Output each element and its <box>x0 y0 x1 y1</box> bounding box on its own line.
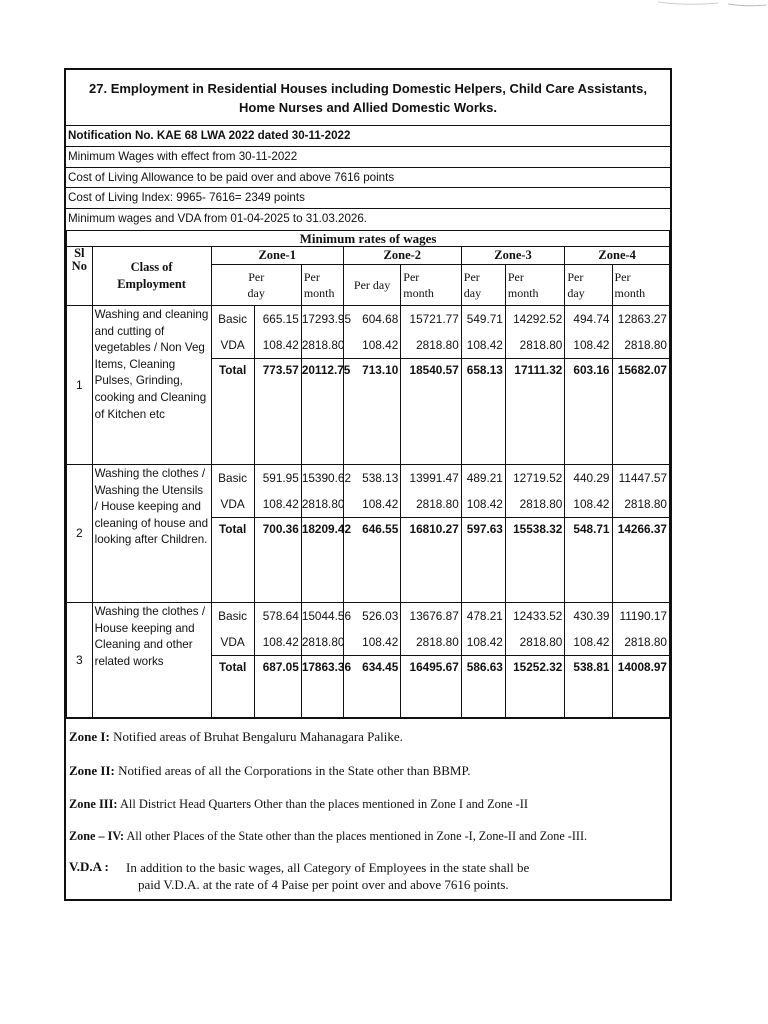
validity-period: Minimum wages and VDA from 01-04-2025 to 31.03.2026. <box>68 212 368 226</box>
basic-value: 12433.52 <box>513 608 563 623</box>
scan-smudge <box>648 0 768 12</box>
total-value: 700.36 <box>255 517 301 540</box>
wage-notification-document <box>64 68 672 901</box>
total-value: 603.16 <box>565 358 611 381</box>
basic-value: 14292.52 <box>513 311 563 326</box>
total-value: 548.71 <box>565 517 611 540</box>
vda-value: 108.42 <box>262 496 299 511</box>
basic-value: 12863.27 <box>617 311 667 326</box>
vda-value: 108.42 <box>362 496 399 511</box>
vda-label: V.D.A : <box>69 858 109 874</box>
table-row <box>67 464 670 602</box>
basic-value: 591.95 <box>262 470 299 485</box>
total-value: 20112.75 <box>302 358 343 381</box>
basic-value: 526.03 <box>362 608 399 623</box>
total-value: 586.63 <box>462 655 505 678</box>
notification-number: Notification No. KAE 68 LWA 2022 dated 30-11-2022 <box>66 126 670 147</box>
serial-number: 3 <box>67 602 93 717</box>
zone-4-header: Zone-4 <box>565 246 670 264</box>
basic-value: 13676.87 <box>409 608 459 623</box>
basic-value: 538.13 <box>362 470 399 485</box>
vda-line-2: paid V.D.A. at the rate of 4 Paise per point over and above 7616 points. <box>138 876 509 892</box>
basic-value: 15044.56 <box>301 608 352 623</box>
vda-value: 108.42 <box>573 496 610 511</box>
zone-4-per-month-header: Per month <box>612 264 670 305</box>
total-value: 16495.67 <box>401 655 461 678</box>
basic-value: 489.21 <box>466 470 503 485</box>
zone-1-label: Zone I: <box>69 728 110 744</box>
vda-label: VDA <box>220 337 245 352</box>
vda-value: 2818.80 <box>301 337 345 352</box>
total-label: Total <box>212 358 254 381</box>
basic-value: 430.39 <box>573 608 610 623</box>
title-line-1: 27. Employment in Residential Houses including Domestic Helpers, Child Care Assistants, <box>89 80 647 96</box>
total-label: Total <box>212 517 254 540</box>
basic-value: 12719.52 <box>513 470 563 485</box>
vda-label: VDA <box>220 496 245 511</box>
basic-value: 478.21 <box>466 608 503 623</box>
serial-number: 1 <box>67 305 93 464</box>
effective-date: Minimum Wages with effect from 30-11-2022 <box>66 147 670 168</box>
zone-3-definition <box>69 797 528 812</box>
serial-number-header: Sl No <box>67 246 93 305</box>
notification-details <box>66 126 670 231</box>
basic-value: 17293.95 <box>301 311 352 326</box>
vda-value: 2818.80 <box>416 337 459 352</box>
vda-value: 108.42 <box>362 634 399 649</box>
basic-value: 549.71 <box>466 311 503 326</box>
employment-class: Washing the clothes / House keeping and Cleaning and other related works <box>92 602 211 717</box>
basic-value: 578.64 <box>262 608 299 623</box>
employment-class: Washing the clothes / Washing the Utensils / House keeping and cleaning of house and looking after Children. <box>92 464 211 602</box>
basic-value: 604.68 <box>362 311 399 326</box>
total-value: 18209.42 <box>302 517 343 540</box>
zone-4-text: All other Places of the State other than the places mentioned in Zone -I, Zone-II and Zone -III. <box>126 828 588 843</box>
zone-4-label: Zone – IV: <box>69 828 125 843</box>
total-label: Total <box>212 655 254 678</box>
vda-value: 108.42 <box>362 337 399 352</box>
vda-value: 2818.80 <box>519 496 563 511</box>
table-row <box>67 305 670 464</box>
vda-value: 2818.80 <box>624 496 667 511</box>
vda-value: 108.42 <box>573 337 610 352</box>
vda-value: 108.42 <box>466 496 503 511</box>
total-value: 597.63 <box>462 517 505 540</box>
vda-description <box>126 859 529 893</box>
vda-value: 108.42 <box>573 634 610 649</box>
employment-class: Washing and cleaning and cutting of vegetables / Non Veg Items, Cleaning Pulses, Grinding, cooking and Cleaning of Kitchen etc <box>92 305 211 464</box>
vda-value: 108.42 <box>262 634 299 649</box>
total-value: 14266.37 <box>613 517 670 540</box>
zone-2-per-month-header: Per month <box>401 264 462 305</box>
zone-1-header: Zone-1 <box>211 246 343 264</box>
basic-label: Basic <box>218 470 248 485</box>
vda-value: 2818.80 <box>519 337 563 352</box>
vda-label: VDA <box>220 634 245 649</box>
basic-label: Basic <box>218 608 248 623</box>
zone-4-per-day-header: Per day <box>565 264 612 305</box>
basic-value: 11190.17 <box>619 608 667 623</box>
total-value: 538.81 <box>565 655 611 678</box>
vda-value: 108.42 <box>262 337 299 352</box>
vda-value: 2818.80 <box>301 634 345 649</box>
total-value: 773.57 <box>255 358 301 381</box>
vda-value: 2818.80 <box>416 496 459 511</box>
basic-value: 665.15 <box>262 311 299 326</box>
vda-value: 2818.80 <box>519 634 563 649</box>
cost-of-living-index: Cost of Living Index: 9965- 7616= 2349 points <box>66 188 670 209</box>
table-row <box>67 602 670 717</box>
zone-3-label: Zone III: <box>69 796 118 811</box>
zone-3-text: All District Head Quarters Other than the places mentioned in Zone I and Zone -II <box>119 796 529 811</box>
zone-3-per-month-header: Per month <box>505 264 564 305</box>
document-title <box>66 70 670 126</box>
total-value: 658.13 <box>462 358 505 381</box>
minimum-wages-table <box>66 231 670 718</box>
serial-number: 2 <box>67 464 93 602</box>
zone-1-definition <box>69 729 403 745</box>
zone-3-per-day-header: Per day <box>461 264 505 305</box>
total-value: 646.55 <box>344 517 400 540</box>
zone-2-text: Notified areas of all the Corporations in the State other than BBMP. <box>118 762 471 778</box>
vda-value: 2818.80 <box>624 634 667 649</box>
zone-4-definition <box>69 829 587 844</box>
vda-line-1: In addition to the basic wages, all Category of Employees in the state shall be <box>126 859 530 875</box>
basic-label: Basic <box>218 311 248 326</box>
total-value: 18540.57 <box>401 358 461 381</box>
zone-1-text: Notified areas of Bruhat Bengaluru Mahanagara Palike. <box>113 728 403 744</box>
vda-value: 2818.80 <box>624 337 667 352</box>
total-value: 14008.97 <box>613 655 670 678</box>
total-value: 687.05 <box>255 655 301 678</box>
basic-value: 11447.57 <box>618 470 667 485</box>
total-value: 15252.32 <box>506 655 564 678</box>
vda-value: 2818.80 <box>416 634 459 649</box>
basic-value: 494.74 <box>573 311 610 326</box>
total-value: 17111.32 <box>506 358 564 381</box>
total-value: 16810.27 <box>401 517 461 540</box>
zone-definitions <box>66 718 670 900</box>
class-of-employment-header: Class of Employment <box>92 246 211 305</box>
total-value: 713.10 <box>344 358 400 381</box>
vda-value: 108.42 <box>466 337 503 352</box>
title-line-2: Home Nurses and Allied Domestic Works. <box>239 99 497 115</box>
zone-2-header: Zone-2 <box>343 246 461 264</box>
total-value: 634.45 <box>344 655 400 678</box>
table-caption: Minimum rates of wages <box>67 231 670 247</box>
total-value: 17863.36 <box>302 655 343 678</box>
vda-value: 108.42 <box>466 634 503 649</box>
zone-2-per-day-header: Per day <box>343 264 400 305</box>
zone-3-header: Zone-3 <box>461 246 565 264</box>
basic-value: 13991.47 <box>409 470 459 485</box>
total-value: 15538.32 <box>506 517 564 540</box>
basic-value: 440.29 <box>573 470 610 485</box>
basic-value: 15721.77 <box>409 311 459 326</box>
cost-of-living-allowance: Cost of Living Allowance to be paid over and above 7616 points <box>66 168 670 189</box>
zone-2-label: Zone II: <box>69 762 115 778</box>
zone-2-definition <box>69 763 471 779</box>
zone-1-per-month-header: Per month <box>301 264 343 305</box>
vda-value: 2818.80 <box>301 496 345 511</box>
total-value: 15682.07 <box>613 358 670 381</box>
zone-1-per-day-header: Per day <box>211 264 301 305</box>
basic-value: 15390.62 <box>301 470 352 485</box>
